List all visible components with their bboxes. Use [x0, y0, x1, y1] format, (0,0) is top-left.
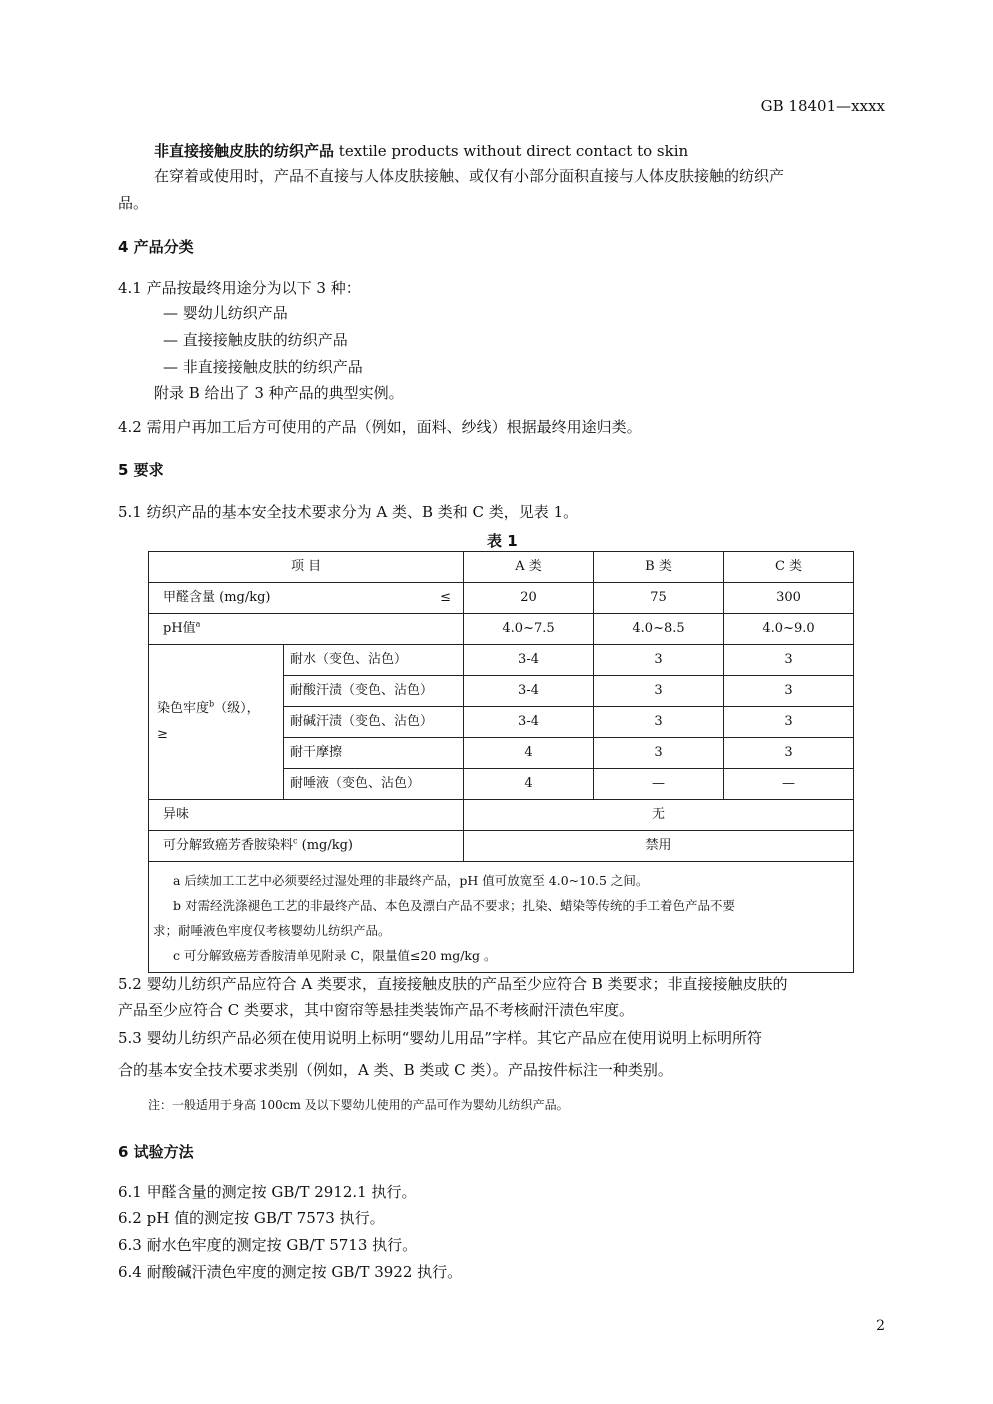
page-number: 2 [876, 1318, 885, 1334]
list-item: 6.4 耐酸碱汗渍色牢度的测定按 GB/T 3922 执行。 [118, 1263, 463, 1281]
table-cell: 4.0~8.5 [594, 614, 724, 645]
section-4-heading: 4 产品分类 [118, 238, 194, 256]
section-5-heading: 5 要求 [118, 461, 164, 479]
list-item: — 婴幼儿纺织产品 [163, 304, 288, 322]
term-definition-line1: 在穿着或使用时，产品不直接与人体皮肤接触、或仅有小部分面积直接与人体皮肤接触的纺织产 [154, 167, 785, 185]
list-item: — 直接接触皮肤的纺织产品 [163, 331, 348, 349]
formaldehyde-label: 甲醛含量 (mg/kg) [163, 590, 271, 605]
table-cell: 3 [724, 738, 854, 769]
table-note-b-cont: 求；耐唾液色牢度仅考核婴幼儿纺织产品。 [153, 923, 391, 938]
table-cell: 3 [724, 676, 854, 707]
table-header-row [149, 552, 854, 583]
table-row-ph [149, 614, 854, 645]
amine-label-unit: (mg/kg) [297, 838, 354, 853]
amine-value: 禁用 [464, 831, 854, 862]
amine-label: 可分解致癌芳香胺染料 [163, 838, 294, 853]
table-cell: 3 [594, 707, 724, 738]
table-cell: 4.0~9.0 [724, 614, 854, 645]
table-cell: 4 [464, 738, 594, 769]
table-cell: 3 [724, 645, 854, 676]
clause-5-2-line2: 产品至少应符合 C 类要求，其中窗帘等悬挂类装饰产品不考核耐汗渍色牢度。 [118, 1001, 635, 1019]
section-6-heading: 6 试验方法 [118, 1143, 194, 1161]
clause-5-2-line1: 5.2 婴幼儿纺织产品应符合 A 类要求，直接接触皮肤的产品至少应符合 B 类要求；非直接接触皮肤的 [118, 975, 788, 993]
fastness-label-unit: （级）， [214, 701, 260, 716]
footnote-marker: a [195, 619, 201, 629]
term-title-en: textile products without direct contact to skin [338, 142, 689, 160]
amine-label-cell [149, 831, 464, 862]
table-row-formaldehyde [149, 583, 854, 614]
table-cell: 3-4 [464, 645, 594, 676]
fastness-label-cell [149, 645, 284, 800]
formaldehyde-comparator: ≤ [440, 590, 452, 605]
header-class-c: C 类 [724, 552, 854, 583]
odor-label: 异味 [149, 800, 464, 831]
table-cell: 4 [464, 769, 594, 800]
ph-label: pH值 [163, 621, 196, 636]
footnote-marker: c [293, 836, 298, 846]
clause-5-note: 注：一般适用于身高 100cm 及以下婴幼儿使用的产品可作为婴幼儿纺织产品。 [148, 1098, 569, 1112]
list-item: 6.2 pH 值的测定按 GB/T 7573 执行。 [118, 1209, 385, 1227]
clause-5-1: 5.1 纺织产品的基本安全技术要求分为 A 类、B 类和 C 类，见表 1。 [118, 503, 579, 521]
table-cell: 3 [594, 676, 724, 707]
term-heading [154, 140, 688, 161]
clause-4-1: 4.1 产品按最终用途分为以下 3 种： [118, 279, 361, 297]
fastness-item: 耐碱汗渍（变色、沾色） [284, 707, 464, 738]
term-definition-line2: 品。 [118, 194, 149, 212]
ph-label-cell [149, 614, 464, 645]
table-cell: 3 [594, 738, 724, 769]
footnote-marker: b [209, 699, 215, 709]
table-cell: 4.0~7.5 [464, 614, 594, 645]
fastness-comparator: ≥ [157, 727, 168, 742]
fastness-item: 耐酸汗渍（变色、沾色） [284, 676, 464, 707]
fastness-item: 耐干摩擦 [284, 738, 464, 769]
table-caption: 表 1 [487, 532, 518, 550]
table-note-a: a 后续加工工艺中必须要经过湿处理的非最终产品，pH 值可放宽至 4.0~10.5 之间。 [173, 873, 649, 888]
table-row-amine [149, 831, 854, 862]
requirements-table [148, 551, 854, 973]
formaldehyde-label-cell [149, 583, 464, 614]
header-class-a: A 类 [464, 552, 594, 583]
table-cell: 75 [594, 583, 724, 614]
table-cell: — [724, 769, 854, 800]
fastness-label: 染色牢度 [157, 701, 210, 716]
fastness-item: 耐水（变色、沾色） [284, 645, 464, 676]
clause-5-3-line1: 5.3 婴幼儿纺织产品必须在使用说明上标明“婴幼儿用品”字样。其它产品应在使用说明上标明所符 [118, 1029, 762, 1047]
annex-note: 附录 B 给出了 3 种产品的典型实例。 [154, 384, 404, 402]
table-note-b: b 对需经洗涤褪色工艺的非最终产品、本色及漂白产品不要求；扎染、蜡染等传统的手工着色产品不要 [173, 898, 735, 913]
clause-5-3-line2: 合的基本安全技术要求类别（例如，A 类、B 类或 C 类）。产品按件标注一种类别。 [118, 1061, 673, 1079]
fastness-item: 耐唾液（变色、沾色） [284, 769, 464, 800]
table-note-c: c 可分解致癌芳香胺清单见附录 C，限量值≤20 mg/kg 。 [173, 948, 497, 963]
list-item: 6.3 耐水色牢度的测定按 GB/T 5713 执行。 [118, 1236, 418, 1254]
table-cell: 3 [724, 707, 854, 738]
table-cell: 3-4 [464, 676, 594, 707]
table-cell: 20 [464, 583, 594, 614]
header-item: 项 目 [149, 552, 464, 583]
table-cell: — [594, 769, 724, 800]
list-item: 6.1 甲醛含量的测定按 GB/T 2912.1 执行。 [118, 1183, 417, 1201]
table-row-fastness [149, 645, 854, 676]
list-item: — 非直接接触皮肤的纺织产品 [163, 358, 363, 376]
table-notes [149, 862, 854, 973]
table-cell: 300 [724, 583, 854, 614]
header-class-b: B 类 [594, 552, 724, 583]
table-cell: 3 [594, 645, 724, 676]
term-title-cn: 非直接接触皮肤的纺织产品 [154, 142, 335, 160]
table-row-odor [149, 800, 854, 831]
odor-value: 无 [464, 800, 854, 831]
document-code: GB 18401—xxxx [760, 97, 885, 115]
table-notes-row [149, 862, 854, 973]
table-cell: 3-4 [464, 707, 594, 738]
clause-4-2: 4.2 需用户再加工后方可使用的产品（例如，面料、纱线）根据最终用途归类。 [118, 418, 642, 436]
